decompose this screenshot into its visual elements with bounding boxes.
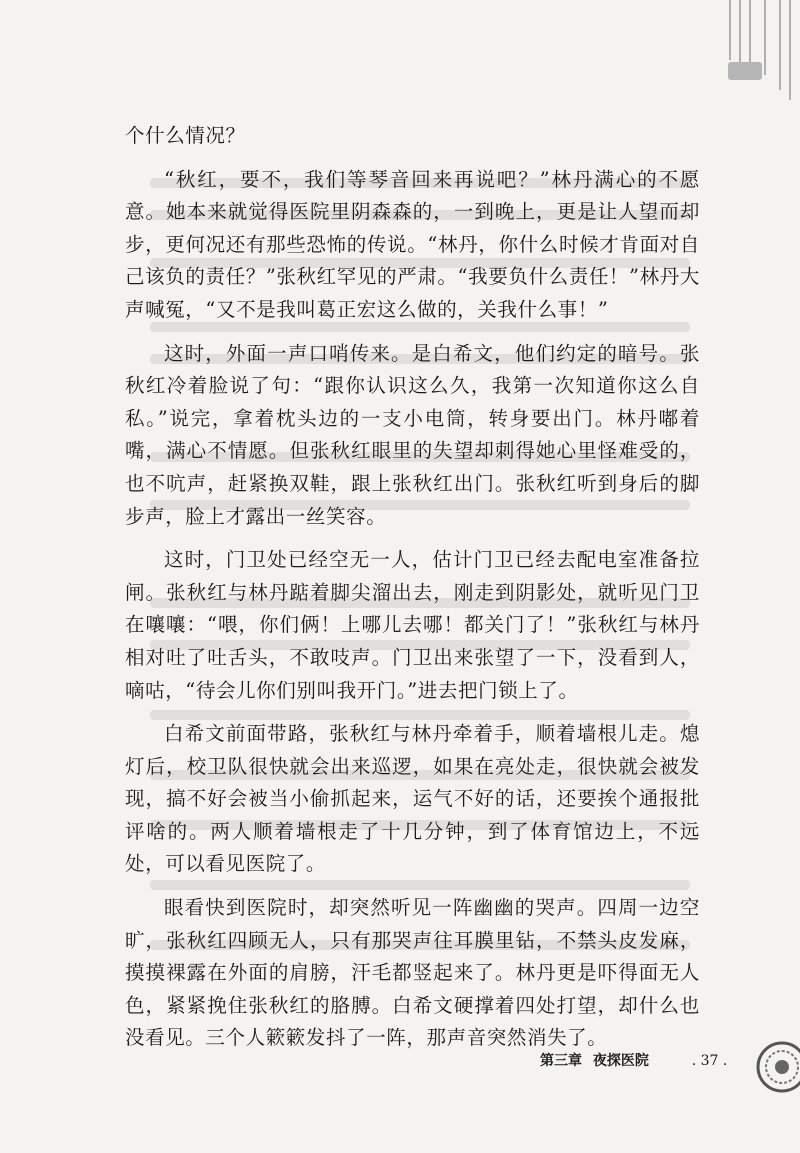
- chapter-title: 夜探医院: [592, 1053, 649, 1069]
- seal-icon: [740, 1025, 800, 1095]
- paragraph: 白希文前面带路，张秋红与林丹牵着手，顺着墙根儿走。熄灯后，校卫队很快就会出来巡逻，如果在亮处走，很快就会被发现，搞不好会被当小偷抓起来，运气不好的话，还要挨个通报批评啥的。两人顺着墙根走了十几分钟，到了体育馆边上，不远处，可以看见医院了。: [125, 722, 700, 876]
- corner-decoration-icon: [710, 0, 800, 110]
- paragraph: 这时，外面一声口哨传来。是白希文，他们约定的暗号。张秋红冷着脸说了句：“跟你认识这么久，我第一次知道你这么自私。”说完，拿着枕头边的一支小电筒，转身要出门。林丹嘟着嘴，满心不情愿。但张秋红眼里的失望却刺得她心里怪难受的，也不吭声，赶紧换双鞋，跟上张秋红出门。张秋红听到身后的脚步声，脸上才露出一丝笑容。: [125, 341, 700, 528]
- paragraph: 眼看快到医院时，却突然听见一阵幽幽的哭声。四周一边空旷，张秋红四顾无人，只有那哭声往耳膜里钻，不禁头皮发麻，摸摸裸露在外面的肩膀，汗毛都竖起来了。林丹更是吓得面无人色，紧紧挽住张秋红的胳膊。白希文硬撑着四处打望，却什么也没看见。三个人簌簌发抖了一阵，那声音突然消失了。: [125, 896, 700, 1050]
- chapter-label: 第三章: [540, 1053, 582, 1069]
- paragraph: “秋红，要不，我们等琴音回来再说吧？”林丹满心的不愿意。她本来就觉得医院里阴森森的，一到晚上，更是让人望而却步，更何况还有那些恐怖的传说。“林丹，你什么时候才肯面对自己该负的责任？”张秋红罕见的严肃。“我要负什么责任！”林丹大声喊冤，“又不是我叫葛正宏这么做的，关我什么事！”: [125, 167, 700, 321]
- paragraph: 这时，门卫处已经空无一人，估计门卫已经去配电室准备拉闸。张秋红与林丹踮着脚尖溜出去，刚走到阴影处，就听见门卫在嚷嚷：“喂，你们俩！上哪儿去哪！都关门了！”张秋红与林丹相对吐了吐舌头，不敢吱声。门卫出来张望了一下，没看到人，嘀咕，“待会儿你们别叫我开门。”进去把门锁上了。: [125, 548, 700, 702]
- page-number: . 37 .: [691, 1053, 728, 1069]
- page-footer: [540, 1050, 727, 1074]
- paragraph: 个什么情况？: [125, 124, 246, 147]
- body-text: [125, 120, 700, 1066]
